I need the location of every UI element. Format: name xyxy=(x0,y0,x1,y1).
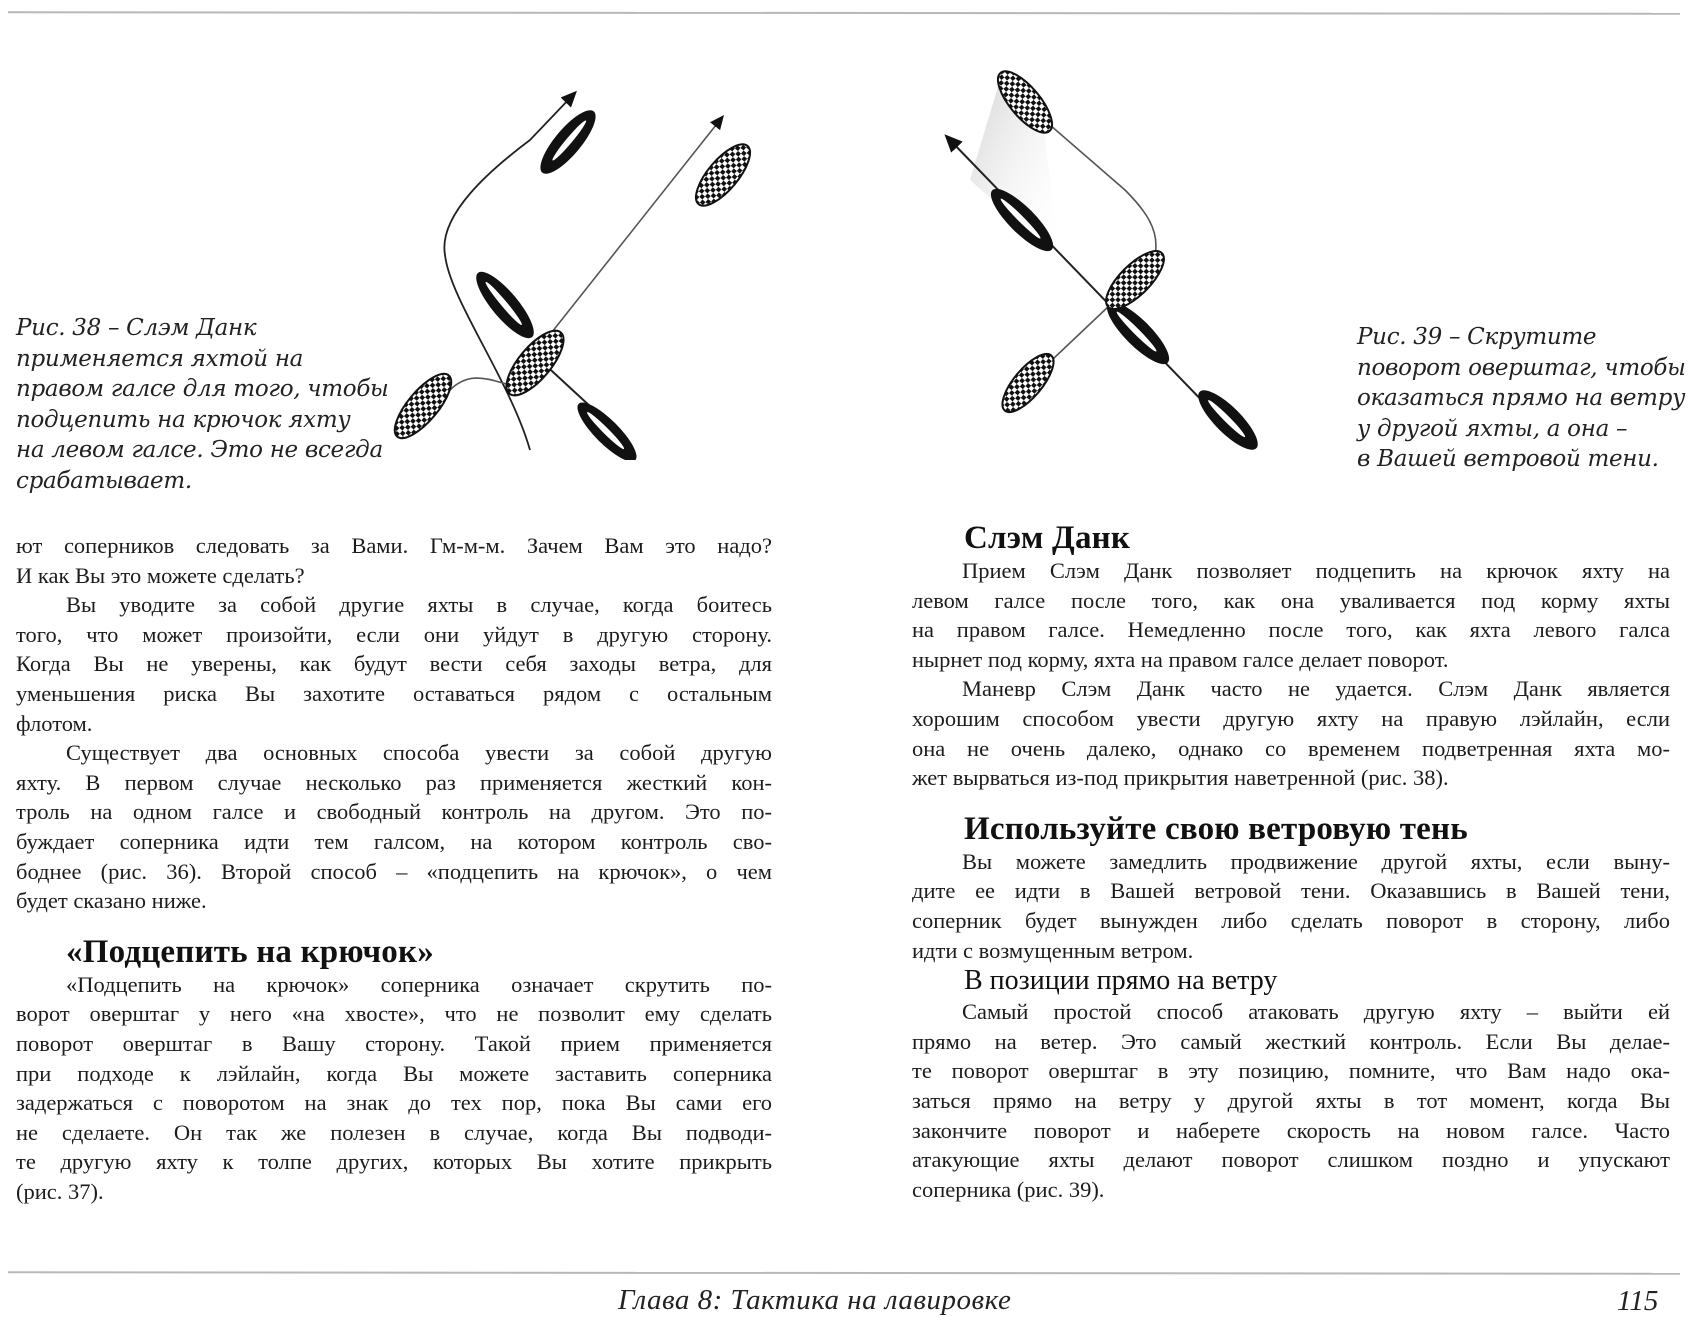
paragraph: Существует два основных способа увести за собой другую яхту. В первом случае несколько раз применяется жесткий кон- троль на одном галсе и свободный контроль на другом. Это по- буждает соперника идти тем галсом, на котором контроль сво- боднее (рис. 36). Второй способ – «подцепить на крючок», о чем будет сказано ниже. xyxy=(16,740,772,914)
caption-line: оказаться прямо на ветру xyxy=(1357,385,1686,411)
caption-line: срабатывает. xyxy=(16,467,192,494)
figure-38-caption xyxy=(16,313,389,496)
section-heading-slam-dunk: Слэм Данк xyxy=(964,520,1131,556)
caption-line: правом галсе для того, чтобы xyxy=(16,376,389,402)
caption-line: на левом галсе. Это не всегда xyxy=(16,437,383,463)
caption-line: в Вашей ветровой тени. xyxy=(1357,446,1659,472)
left-column xyxy=(16,531,772,1206)
paragraph: Вы уводите за собой другие яхты в случае, когда боитесь того, что может произойти, если они уйдут в другую сторону. Когда Вы не уверены, как будут вести себя заходы ветра, для уменьшения риска Вы захотите оставаться рядом с остальным флотом. xyxy=(16,592,772,736)
caption-line: подцепить на крючок яхту xyxy=(16,406,351,433)
bottom-rule xyxy=(8,1271,1680,1274)
caption-line: Рис. 39 – Скрутите xyxy=(1357,324,1597,350)
paragraph: Маневр Слэм Данк часто не удается. Слэм Данк является хорошим способом увести другую яхту на правую лэйлайн, если она не очень далеко, однако со временем подветренная яхта мо- жет вырваться из-под прикрытия наветренной (рис. 38). xyxy=(912,676,1670,791)
track-checkered-boat xyxy=(450,120,720,390)
paragraph: Вы можете замедлить продвижение другой яхты, если выну- дите ее идти в Вашей ветровой тени. Оказавшись в Вашей тени, соперник будет вынужден либо сделать поворот в сторону, либо идти с возмущенным ветром. xyxy=(912,848,1670,963)
figure-39-caption xyxy=(1357,322,1687,475)
black-boat-stern xyxy=(570,395,644,460)
right-column xyxy=(912,520,1670,1204)
track-checkered-boat xyxy=(1050,125,1156,255)
caption-line: применяется яхтой на xyxy=(16,345,304,372)
page-number: 115 xyxy=(1617,1285,1659,1317)
paragraph: Прием Слэм Данк позволяет подцепить на крючок яхту на левом галсе после того, как она уваливается под корму яхты на правом галсе. Немедленно после того, как яхта левого галса нырнет под корму, яхта на правом галсе делает поворот. xyxy=(912,558,1670,672)
figure-38-slam-dunk-diagram xyxy=(390,80,790,460)
figure-39-wind-shadow-diagram xyxy=(930,60,1270,460)
caption-line: поворот оверштаг, чтобы xyxy=(1357,354,1686,381)
running-footer-chapter-title: Глава 8: Тактика на лавировке xyxy=(618,1284,1012,1316)
caption-line: у другой яхты, а она – xyxy=(1357,415,1628,442)
paragraph: «Подцепить на крючок» соперника означает скрутить по- ворот оверштаг у него «на хвосте», что не позволит ему сделать поворот оверштаг в Вашу сторону. Такой прием применяется при подходе к лэйлайн, когда Вы можете заставить соперника задержаться с поворотом на знак до тех пор, пока Вы сами его не сделаете. Он так же полезен в случае, когда Вы подводи- те другую яхту к толпе других, которых Вы хотите прикрыть (рис. 37). xyxy=(16,971,772,1204)
paragraph: Самый простой способ атаковать другую яхту – выйти ей прямо на ветер. Это самый жесткий контроль. Если Вы делае- те поворот оверштаг в эту позицию, помните, что Вам надо ока- заться прямо на ветру у другой яхты в тот момент, когда Вы закончите поворот и наберете скорость на новом галсе. Часто атакующие яхты делают поворот слишком поздно и упускают соперника (рис. 39). xyxy=(912,999,1670,1202)
paragraph: ют соперников следовать за Вами. Гм-м-м. Зачем Вам это надо? И как Вы это можете сделать? xyxy=(16,533,772,588)
section-heading-wind-shadow: Используйте свою ветровую тень xyxy=(964,810,1468,847)
track-black-boat xyxy=(950,140,1240,440)
subsection-heading-upwind: В позиции прямо на ветру xyxy=(964,965,1278,997)
caption-line: Рис. 38 – Слэм Данк xyxy=(16,315,257,341)
top-rule xyxy=(8,11,1680,14)
section-heading-hook: «Подцепить на крючок» xyxy=(66,933,434,970)
